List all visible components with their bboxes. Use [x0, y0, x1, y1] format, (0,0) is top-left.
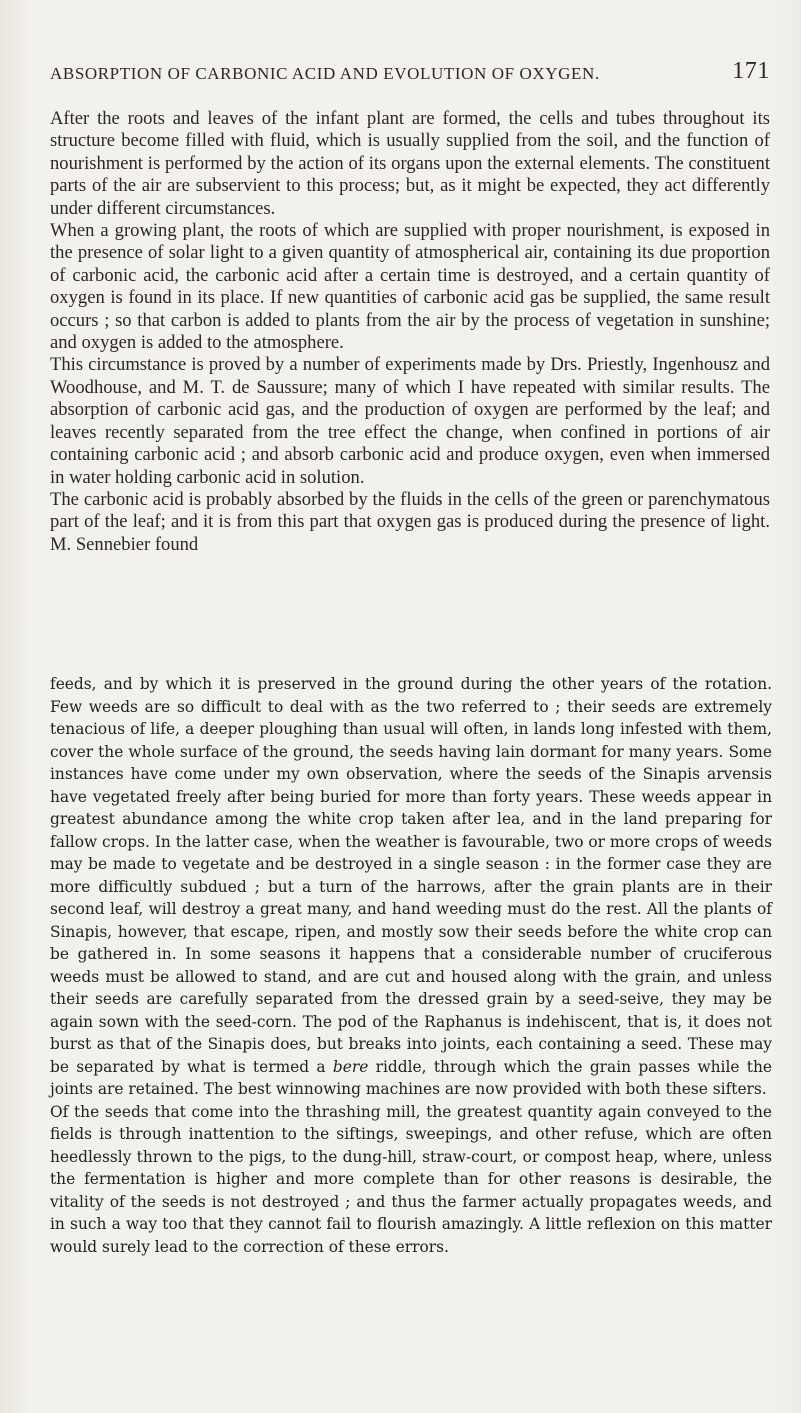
paragraph: Of the seeds that come into the thrashing mill, the greatest quantity again conveyed to the fields is through inattention to the siftings, sweepings, and other refuse, which are often heedlessly thrown to the pigs, to the dung-hill, straw-court, or compost heap, where, unless the fermentation is higher and more complete than for other reasons is desirable, the vitality of the seeds is not destroyed ; and thus the farmer actually propagates weeds, and in such a way too that they cannot fail to flourish amazingly. A little reflexion on this matter would surely lead to the correction of these errors.	[50, 1102, 772, 1256]
lower-text-block	[50, 673, 772, 1258]
paragraph: After the roots and leaves of the infant plant are formed, the cells and tubes throughout its structure become filled with fluid, which is usually supplied from the soil, and the function of nourishment is performed by the action of its organs upon the external elements. The constituent parts of the air are subservient to this process; but, as it might be expected, they act differently under different circumstances.	[50, 108, 770, 219]
paragraph: When a growing plant, the roots of which are supplied with proper nourishment, is exposed in the presence of solar light to a given quantity of atmospherical air, containing its due proportion of carbonic acid, the carbonic acid after a certain time is destroyed, and a certain quantity of oxygen is found in its place. If new quantities of carbonic acid gas be supplied, the same result occurs ; so that carbon is added to plants from the air by the process of vegetation in sunshine; and oxygen is added to the atmosphere.	[50, 220, 770, 354]
italic-term: bere	[332, 1057, 369, 1076]
running-head	[50, 58, 770, 84]
paragraph	[50, 673, 772, 1101]
paragraph: The carbonic acid is probably absorbed by the fluids in the cells of the green or parenchymatous part of the leaf; and it is from this part that oxygen gas is produced during the presence of light. M. Sennebier found	[50, 488, 770, 555]
running-head-title: ABSORPTION OF CARBONIC ACID AND EVOLUTION OF OXYGEN.	[50, 64, 600, 83]
text-run: feeds, and by which it is preserved in the ground during the other years of the rotation. Few weeds are so difficult to deal with as the two referred to ; their seeds are extremely tenacious of life, a deeper ploughing than usual will often, in lands long infested with them, cover the whole surface of the ground, the seeds having lain dormant for many years. Some instances have come under my own observation, where the seeds of the Sinapis arvensis have vegetated freely after being buried for more than forty years. These weeds appear in greatest abundance among the white crop taken after lea, and in the land preparing for fallow crops. In the latter case, when the weather is favourable, two or more crops of weeds may be made to vegetate and be destroyed in a single season : in the former case they are more difficultly subdued ; but a turn of the harrows, after the grain plants are in their second leaf, will destroy a great many, and hand weeding must do the rest. All the plants of Sinapis, however, that escape, ripen, and mostly sow their seeds before the white crop can be gathered in. In some seasons it happens that a considerable number of cruciferous weeds must be allowed to stand, and are cut and housed along with the grain, and unless their seeds are carefully separated from the dressed grain by a seed-seive, they may be again sown with the seed-corn. The pod of the Raphanus is indehiscent, that is, it does not burst as that of the Sinapis does, but breaks into joints, each containing a seed. These may be separated by what is termed a	[50, 675, 773, 1076]
page-number: 171	[732, 58, 770, 84]
paragraph: This circumstance is proved by a number of experiments made by Drs. Priestly, Ingenhousz and Woodhouse, and M. T. de Saussure; many of which I have repeated with similar results. The absorption of carbonic acid gas, and the production of oxygen are performed by the leaf; and leaves recently separated from the tree effect the change, when confined in portions of air containing carbonic acid ; and absorb carbonic acid and produce oxygen, even when immersed in water holding carbonic acid in solution.	[50, 354, 770, 488]
text-run: riddle, through which the grain passes while the joints are retained. The best winnowing machines are now provided with both these sifters.	[50, 1057, 772, 1098]
upper-text-block	[50, 108, 770, 556]
